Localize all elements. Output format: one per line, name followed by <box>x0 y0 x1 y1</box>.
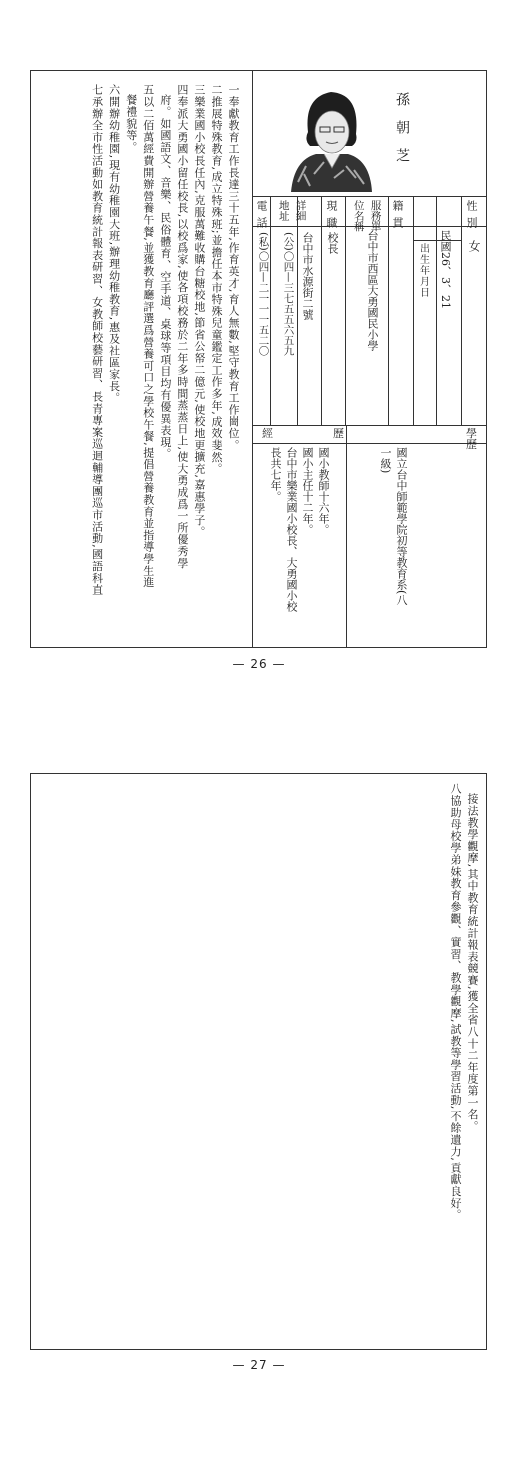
person-name <box>395 92 409 192</box>
achievements-list-p26 <box>40 84 242 639</box>
phone-label <box>256 200 267 234</box>
workplace-label-text: 服務單位名稱 <box>352 200 382 232</box>
achievement-7: 七承辦全市性活動如教育統計報表研習、女教師校藝研習、長青專案巡迴輔導團巡市活動,國語科直 <box>90 84 104 596</box>
achievement-8: 八協助母校學弟妹教育參觀、實習、教學觀摩,試教等學習活動,不餘遺力,貢獻良好。 <box>448 783 462 1221</box>
portrait-photo <box>286 82 376 192</box>
workplace-value-text: 台中市西區大勇國民小學 <box>366 230 379 351</box>
achievements-list-p27 <box>386 783 481 1338</box>
page-number-26: — 26 — <box>232 657 286 671</box>
address-value-text: 台中市水源街二號 <box>301 232 314 320</box>
page-number-27: — 27 — <box>232 1358 286 1372</box>
experience-label <box>262 428 404 439</box>
address-value <box>302 232 313 320</box>
achievement-4-cont: 府。如國語文、音樂、民俗體育、空手道、桌球等項目均有優異表現。 <box>158 94 172 460</box>
phone-office-value <box>283 232 294 356</box>
profile-divider <box>252 70 253 648</box>
position-label <box>326 200 337 234</box>
experience-line-4-text: 長共七年。 <box>269 447 282 502</box>
info-col-4 <box>345 196 346 425</box>
edu-exp-header-line <box>252 443 487 444</box>
achievement-5-cont: 餐禮貌等。 <box>124 94 138 153</box>
person-name-text: 孫朝芝 <box>394 92 410 176</box>
phone-label-text: 電話 <box>255 200 268 234</box>
experience-line-3 <box>286 447 297 612</box>
info-col-6 <box>413 196 414 425</box>
info-col-3 <box>321 196 322 425</box>
experience-label-text: 經歷 <box>262 427 404 440</box>
address-label-text: 詳細地址 <box>277 200 307 221</box>
origin-label-text: 籍貫 <box>391 200 404 234</box>
workplace-value <box>367 230 378 351</box>
birth-value <box>440 230 451 400</box>
phone-office-text: (公)〇四—三七五五六五九 <box>282 232 295 356</box>
phone-home-value <box>258 232 269 356</box>
info-col-2 <box>297 196 298 425</box>
education-divider <box>252 425 487 426</box>
education-line-1 <box>396 447 407 605</box>
experience-line-2-text: 國小主任十二年。 <box>301 447 314 535</box>
position-value <box>327 232 338 254</box>
position-label-text: 現職 <box>325 200 338 234</box>
edu-exp-divider <box>346 425 347 648</box>
position-value-text: 校長 <box>326 232 339 254</box>
gender-label-text: 性別 <box>465 200 478 234</box>
achievement-1: 一奉獻教育工作長達三十五年,作育英才,育人無數,堅守教育工作崗位。 <box>227 84 240 451</box>
birth-value-text: 民國26、3、21 <box>439 230 452 309</box>
achievement-6: 六開辦幼稚園,現有幼稚園大班,辦理幼稚教育,惠及社區家長。 <box>107 84 121 404</box>
achievement-4: 四奉派大勇國小留任校長,以校爲家,使各項校務於二年多時間蒸蒸日上,使大勇成爲一所優秀學 <box>175 84 189 569</box>
gender-value <box>468 240 480 252</box>
origin-label <box>392 200 403 234</box>
experience-line-1 <box>318 447 329 535</box>
gender-value-text: 女 <box>467 240 481 252</box>
education-label-text: 學歷 <box>466 427 513 451</box>
info-grid-top <box>252 196 487 197</box>
achievement-7-cont: 接法教學觀摩,其中教育統計報表競賽,獲全省八十二年度第一名。 <box>466 793 479 1132</box>
experience-line-4 <box>270 447 281 502</box>
birth-label-text: 出生年月日 <box>417 243 429 298</box>
info-col-5 <box>388 196 389 425</box>
experience-line-3-text: 台中市樂業國小校長、大勇國小校 <box>285 447 298 612</box>
achievement-3: 三樂業國小校長任內,克服萬難收購台糖校地,節省公帑二億元,使校地更擴充,嘉惠學子。 <box>192 84 206 538</box>
achievement-2: 二推展特殊教育,成立特殊班;並擔任本市特殊兒童鑑定工作多年,成效斐然。 <box>209 84 223 475</box>
experience-line-2 <box>302 447 313 535</box>
education-line-1-text: 國立台中師範學院初等教育系(八 <box>395 447 408 606</box>
experience-line-1-text: 國小教師十六年。 <box>317 447 330 535</box>
education-line-2 <box>380 447 391 473</box>
birth-label-divider <box>413 240 461 241</box>
address-label <box>275 200 309 228</box>
education-line-2-text: 一級) <box>379 447 392 474</box>
education-label <box>466 428 518 450</box>
info-col-1 <box>270 196 271 425</box>
gender-label <box>466 200 477 234</box>
phone-home-text: (私)〇四—二一一一五二〇 <box>257 232 270 356</box>
birth-label <box>416 243 429 327</box>
achievement-5: 五以二佰萬經費開辦營養午餐,並獲教育廳評選爲營養可口之學校午餐,提倡營養教育並指導學生進 <box>141 84 155 589</box>
info-col-7 <box>436 196 437 425</box>
info-col-8 <box>461 196 462 425</box>
